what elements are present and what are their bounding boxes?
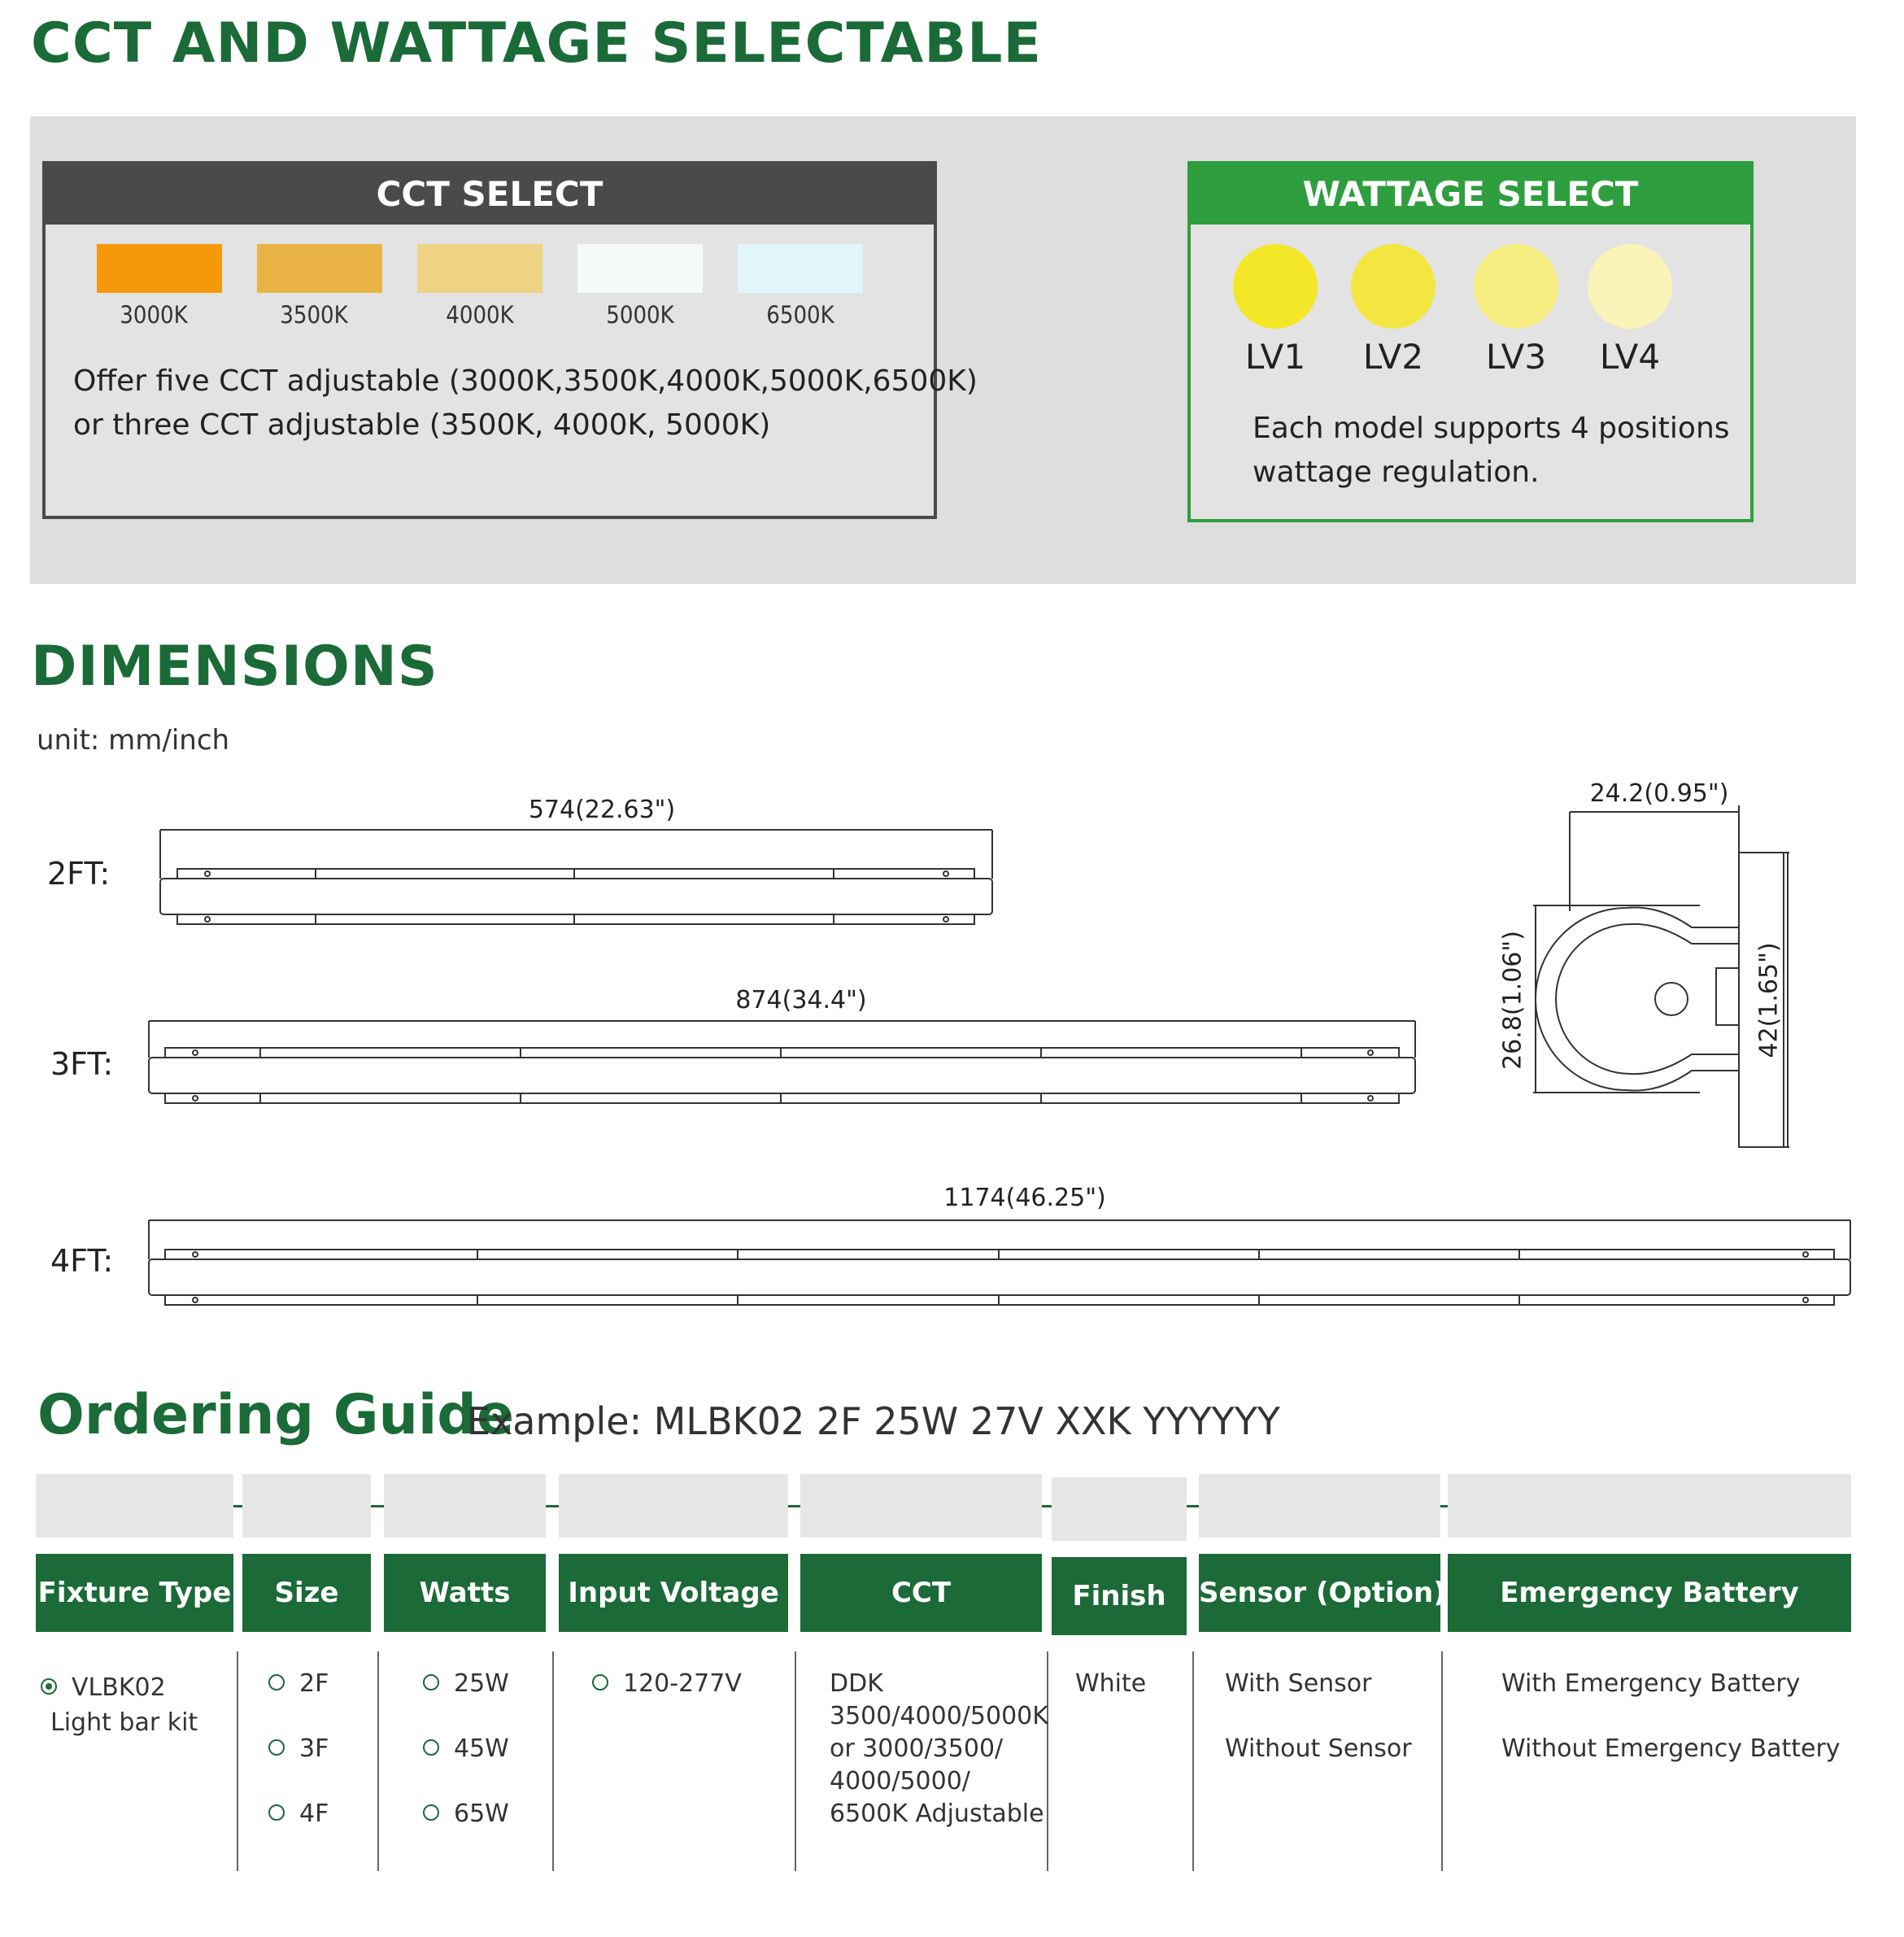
code-box-voltage — [559, 1474, 788, 1538]
code-box-battery — [1448, 1474, 1851, 1538]
column-separator — [377, 1651, 379, 1871]
voltage-option-120-277v[interactable] — [592, 1668, 742, 1700]
selectable-title: CCT AND WATTAGE SELECTABLE — [31, 11, 1042, 76]
side-width-dimension: 24.2(0.95") — [1589, 779, 1729, 808]
cct-description-line1: Offer five CCT adjustable (3000K,3500K,4000K,5000K,6500K) — [73, 364, 978, 398]
cct-option-line: 6500K Adjustable — [830, 1800, 1044, 1828]
watts-option-label: 45W — [454, 1734, 509, 1763]
wattage-description-line1: Each model supports 4 positions — [1253, 412, 1730, 445]
fixture-2ft-label: 2FT: — [47, 856, 111, 892]
watts-option-label: 25W — [454, 1669, 509, 1698]
radio-icon — [423, 1674, 439, 1691]
code-box-finish — [1052, 1477, 1187, 1541]
size-option-label: 2F — [299, 1669, 329, 1698]
size-option-label: 3F — [299, 1734, 329, 1763]
fixture-type-name: Light bar kit — [50, 1708, 198, 1737]
col-header-watts: Watts — [384, 1554, 546, 1632]
cct-label-3500k: 3500K — [280, 301, 348, 329]
fixture-3ft-drawing — [149, 1021, 1415, 1103]
fixture-4ft-label: 4FT: — [50, 1243, 114, 1279]
fixture-type-option[interactable] — [41, 1672, 166, 1704]
wattage-description-line2: wattage regulation. — [1253, 456, 1540, 489]
col-header-finish: Finish — [1052, 1557, 1187, 1635]
col-header-cct: CCT — [800, 1554, 1042, 1632]
column-separator — [1047, 1651, 1048, 1871]
fixture-2ft-drawing — [160, 830, 992, 924]
cct-option-line: 4000/5000/ — [830, 1767, 970, 1795]
code-box-size — [242, 1474, 371, 1538]
fixture-4ft-length: 1174(46.25") — [943, 1184, 1106, 1212]
radio-icon — [268, 1674, 285, 1691]
size-option-4f[interactable] — [268, 1798, 329, 1830]
radio-icon — [423, 1804, 439, 1821]
finish-option-white: White — [1075, 1669, 1147, 1698]
cct-select-title: CCT SELECT — [46, 164, 934, 225]
wattage-level-3-label: LV3 — [1485, 337, 1547, 377]
dimensions-title: DIMENSIONS — [31, 635, 438, 699]
watts-option-65w[interactable] — [423, 1798, 509, 1830]
radio-icon — [268, 1804, 285, 1821]
wattage-level-2-label: LV2 — [1362, 337, 1424, 377]
battery-option-without: Without Emergency Battery — [1501, 1734, 1841, 1763]
radio-icon — [592, 1674, 608, 1691]
col-header-sensor: Sensor (Option) — [1199, 1554, 1440, 1632]
radio-selected-icon — [41, 1678, 57, 1695]
wattage-level-1-label: LV1 — [1244, 337, 1306, 377]
cct-option-line: 3500/4000/5000K — [830, 1702, 1048, 1730]
side-inner-height-dimension: 26.8(1.06") — [1498, 931, 1527, 1070]
col-header-input-voltage: Input Voltage — [559, 1554, 788, 1632]
column-separator — [237, 1651, 238, 1871]
cct-label-3000k: 3000K — [120, 301, 188, 329]
code-box-fixture — [36, 1474, 233, 1538]
cct-label-6500k: 6500K — [766, 301, 834, 329]
size-option-2f[interactable] — [268, 1668, 329, 1700]
wattage-select-title: WATTAGE SELECT — [1191, 164, 1750, 225]
column-separator — [1192, 1651, 1194, 1871]
sensor-option-without: Without Sensor — [1225, 1734, 1412, 1763]
column-separator — [1441, 1651, 1443, 1871]
size-option-3f[interactable] — [268, 1733, 329, 1765]
radio-icon — [423, 1739, 439, 1756]
size-option-label: 4F — [299, 1800, 329, 1828]
sensor-option-with: With Sensor — [1225, 1669, 1372, 1698]
cct-option-line: or 3000/3500/ — [830, 1734, 1004, 1763]
code-box-watts — [384, 1474, 546, 1538]
watts-option-label: 65W — [454, 1800, 509, 1828]
fixture-type-code: VLBK02 — [72, 1673, 166, 1702]
side-outer-height-dimension: 42(1.65") — [1754, 942, 1784, 1058]
battery-option-with: With Emergency Battery — [1501, 1669, 1801, 1698]
column-separator — [795, 1651, 796, 1871]
fixture-3ft-length: 874(34.4") — [735, 986, 867, 1014]
col-header-emergency-battery: Emergency Battery — [1448, 1554, 1851, 1632]
code-box-cct — [800, 1474, 1042, 1538]
cct-option-line: DDK — [830, 1669, 883, 1698]
voltage-option-label: 120-277V — [623, 1669, 742, 1698]
fixture-4ft-drawing — [149, 1220, 1850, 1305]
watts-option-45w[interactable] — [423, 1733, 509, 1765]
ordering-example: Example: MLBK02 2F 25W 27V XXK YYYYYY — [467, 1399, 1280, 1443]
cct-description-line2: or three CCT adjustable (3500K, 4000K, 5000K) — [73, 408, 771, 442]
column-separator — [552, 1651, 554, 1871]
fixture-2ft-length: 574(22.63") — [528, 796, 676, 824]
col-header-fixture-type: Fixture Type — [36, 1554, 233, 1632]
radio-icon — [268, 1739, 285, 1756]
dimensions-unit: unit: mm/inch — [37, 724, 230, 757]
fixture-3ft-label: 3FT: — [50, 1046, 114, 1082]
col-header-size: Size — [242, 1554, 371, 1632]
side-profile-drawing — [1533, 805, 1789, 1147]
cct-label-4000k: 4000K — [446, 301, 514, 329]
wattage-level-4-label: LV4 — [1599, 337, 1661, 377]
code-box-sensor — [1199, 1474, 1440, 1538]
ordering-guide-title: Ordering Guide — [37, 1383, 515, 1447]
watts-option-25w[interactable] — [423, 1668, 509, 1700]
cct-label-5000k: 5000K — [606, 301, 674, 329]
